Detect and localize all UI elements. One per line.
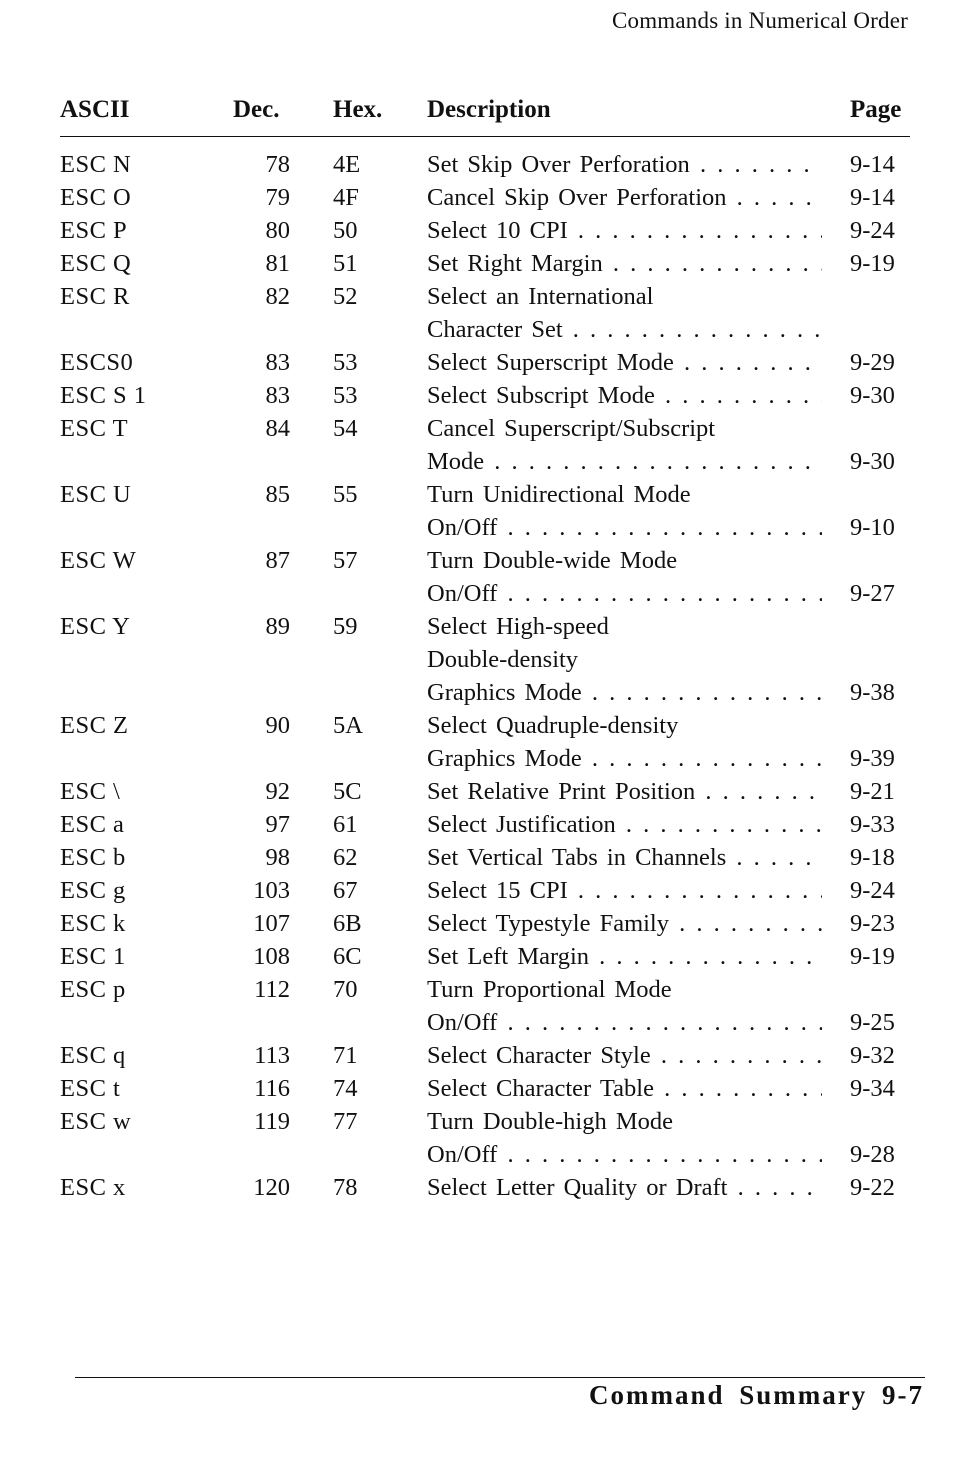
ascii-code: ESC R <box>60 283 130 310</box>
description-line: Select 15 CPI . . . <box>427 874 822 907</box>
description <box>427 478 822 544</box>
description <box>427 907 822 940</box>
table-row <box>0 148 954 181</box>
description <box>427 973 822 1039</box>
description-line: Set Skip Over Perforation . . . <box>427 148 822 181</box>
description <box>427 709 822 775</box>
ascii-code: ESC Y <box>60 613 131 640</box>
description-line: On/Off . . . <box>427 1138 822 1171</box>
description-line: Double-density <box>427 646 579 673</box>
description <box>427 775 822 808</box>
table-row <box>0 775 954 808</box>
ascii-code: ESC N <box>60 151 132 178</box>
hex-value: 51 <box>333 250 358 277</box>
page-number: 9-25 <box>850 1009 895 1036</box>
hex-value: 55 <box>333 481 358 508</box>
table-row <box>0 874 954 907</box>
table-row <box>0 808 954 841</box>
description-line: Set Right Margin . . . <box>427 247 822 280</box>
table-row <box>0 973 954 1039</box>
ascii-code: ESC S 1 <box>60 382 147 409</box>
hex-value: 61 <box>333 811 358 838</box>
header-page: Page <box>850 96 902 123</box>
footer-rule <box>75 1377 925 1378</box>
page-number: 9-27 <box>850 580 895 607</box>
ascii-code: ESC P <box>60 217 128 244</box>
decimal-value: 120 <box>253 1174 290 1201</box>
description <box>427 808 822 841</box>
decimal-value: 108 <box>253 943 290 970</box>
page-number: 9-23 <box>850 910 895 937</box>
table-row <box>0 1105 954 1171</box>
ascii-code: ESC x <box>60 1174 126 1201</box>
hex-value: 71 <box>333 1042 358 1069</box>
hex-value: 53 <box>333 349 358 376</box>
hex-value: 5C <box>333 778 362 805</box>
table-row <box>0 1072 954 1105</box>
hex-value: 50 <box>333 217 358 244</box>
decimal-value: 83 <box>265 382 290 409</box>
ascii-code: ESC t <box>60 1075 121 1102</box>
hex-value: 77 <box>333 1108 358 1135</box>
decimal-value: 87 <box>265 547 290 574</box>
description <box>427 181 822 214</box>
table-row <box>0 214 954 247</box>
decimal-value: 84 <box>265 415 290 442</box>
description-line: Set Vertical Tabs in Channels . . . <box>427 841 822 874</box>
ascii-code: ESC Z <box>60 712 129 739</box>
ascii-code: ESC b <box>60 844 126 871</box>
table-row <box>0 544 954 610</box>
decimal-value: 113 <box>254 1042 290 1069</box>
page-number: 9-33 <box>850 811 895 838</box>
description-line: Select 10 CPI . . . <box>427 214 822 247</box>
page-number: 9-30 <box>850 382 895 409</box>
description <box>427 874 822 907</box>
description-line: Set Left Margin . . . <box>427 940 822 973</box>
decimal-value: 116 <box>254 1075 290 1102</box>
decimal-value: 97 <box>265 811 290 838</box>
description <box>427 280 822 346</box>
description-line: Graphics Mode . . . <box>427 742 822 775</box>
page-number: 9-29 <box>850 349 895 376</box>
description-line: Select High-speed <box>427 613 609 640</box>
hex-value: 6C <box>333 943 362 970</box>
hex-value: 53 <box>333 382 358 409</box>
description <box>427 1039 822 1072</box>
description <box>427 610 822 709</box>
description <box>427 1072 822 1105</box>
description-line: Select Justification . . . <box>427 808 822 841</box>
ascii-code: ESC \ <box>60 778 121 805</box>
decimal-value: 79 <box>265 184 290 211</box>
page-number: 9-24 <box>850 877 895 904</box>
table-row <box>0 247 954 280</box>
hex-value: 62 <box>333 844 358 871</box>
decimal-value: 112 <box>254 976 290 1003</box>
description <box>427 148 822 181</box>
description-line: Select Typestyle Family . . . <box>427 907 822 940</box>
page-number: 9-14 <box>850 151 895 178</box>
table-row <box>0 907 954 940</box>
page-number: 9-32 <box>850 1042 895 1069</box>
decimal-value: 80 <box>265 217 290 244</box>
decimal-value: 89 <box>265 613 290 640</box>
ascii-code: ESC a <box>60 811 125 838</box>
ascii-code: ESC p <box>60 976 126 1003</box>
description <box>427 841 822 874</box>
table-row <box>0 709 954 775</box>
header-description: Description <box>427 96 551 123</box>
description-line: Select Superscript Mode . . . <box>427 346 822 379</box>
page-number: 9-39 <box>850 745 895 772</box>
hex-value: 70 <box>333 976 358 1003</box>
description-line: Select Quadruple-density <box>427 712 679 739</box>
ascii-code: ESC O <box>60 184 132 211</box>
page-number: 9-21 <box>850 778 895 805</box>
ascii-code: ESC w <box>60 1108 132 1135</box>
page-number: 9-30 <box>850 448 895 475</box>
header-ascii: ASCII <box>60 96 130 123</box>
hex-value: 6B <box>333 910 362 937</box>
description-line: Cancel Superscript/Subscript <box>427 415 716 442</box>
description-line: Character Set . . . <box>427 313 822 346</box>
description-line: Graphics Mode . . . <box>427 676 822 709</box>
decimal-value: 85 <box>265 481 290 508</box>
hex-value: 78 <box>333 1174 358 1201</box>
description <box>427 346 822 379</box>
hex-value: 67 <box>333 877 358 904</box>
description <box>427 247 822 280</box>
page-number: 9-28 <box>850 1141 895 1168</box>
description-line: Select Subscript Mode . . . <box>427 379 822 412</box>
table-row <box>0 181 954 214</box>
ascii-code: ESC k <box>60 910 126 937</box>
hex-value: 74 <box>333 1075 358 1102</box>
description-line: Select Character Table . . . <box>427 1072 822 1105</box>
table-row <box>0 1171 954 1204</box>
description-line: Select Character Style . . . <box>427 1039 822 1072</box>
hex-value: 52 <box>333 283 358 310</box>
page-number: 9-10 <box>850 514 895 541</box>
description-line: Turn Proportional Mode <box>427 976 672 1003</box>
table-row <box>0 346 954 379</box>
decimal-value: 78 <box>265 151 290 178</box>
command-table <box>0 148 954 1204</box>
ascii-code: ESC q <box>60 1042 126 1069</box>
hex-value: 4E <box>333 151 361 178</box>
page-number: 9-19 <box>850 250 895 277</box>
table-row <box>0 478 954 544</box>
description-line: On/Off . . . <box>427 511 822 544</box>
ascii-code: ESC U <box>60 481 132 508</box>
description-line: Cancel Skip Over Perforation . . . <box>427 181 822 214</box>
hex-value: 59 <box>333 613 358 640</box>
description <box>427 940 822 973</box>
page-number: 9-18 <box>850 844 895 871</box>
description-line: On/Off . . . <box>427 577 822 610</box>
description-line: Turn Double-high Mode <box>427 1108 674 1135</box>
description-line: Mode . . . <box>427 445 822 478</box>
decimal-value: 83 <box>265 349 290 376</box>
decimal-value: 92 <box>265 778 290 805</box>
table-row <box>0 412 954 478</box>
header-rule <box>60 136 910 137</box>
ascii-code: ESC 1 <box>60 943 126 970</box>
decimal-value: 103 <box>253 877 290 904</box>
hex-value: 57 <box>333 547 358 574</box>
description <box>427 214 822 247</box>
running-head: Commands in Numerical Order <box>611 8 908 33</box>
table-row <box>0 379 954 412</box>
page-number: 9-38 <box>850 679 895 706</box>
ascii-code: ESC W <box>60 547 137 574</box>
table-row <box>0 940 954 973</box>
description-line: Turn Unidirectional Mode <box>427 481 691 508</box>
column-headers <box>0 96 954 130</box>
hex-value: 54 <box>333 415 358 442</box>
header-hex: Hex. <box>333 96 383 123</box>
description-line: Select Letter Quality or Draft . . . <box>427 1171 822 1204</box>
page-number: 9-22 <box>850 1174 895 1201</box>
hex-value: 5A <box>333 712 363 739</box>
decimal-value: 119 <box>254 1108 290 1135</box>
description-line: Set Relative Print Position . . . <box>427 775 822 808</box>
page-footer: Command Summary 9-7 <box>588 1380 924 1410</box>
page-number: 9-19 <box>850 943 895 970</box>
decimal-value: 90 <box>265 712 290 739</box>
ascii-code: ESC g <box>60 877 126 904</box>
decimal-value: 82 <box>265 283 290 310</box>
description <box>427 412 822 478</box>
page-number: 9-14 <box>850 184 895 211</box>
page-number: 9-34 <box>850 1075 895 1102</box>
table-row <box>0 1039 954 1072</box>
description <box>427 379 822 412</box>
page-number: 9-24 <box>850 217 895 244</box>
description-line: Turn Double-wide Mode <box>427 547 678 574</box>
description <box>427 1105 822 1171</box>
description-line: Select an International <box>427 283 654 310</box>
ascii-code: ESC Q <box>60 250 132 277</box>
hex-value: 4F <box>333 184 359 211</box>
decimal-value: 107 <box>253 910 290 937</box>
table-row <box>0 841 954 874</box>
decimal-value: 98 <box>265 844 290 871</box>
header-dec: Dec. <box>233 96 280 123</box>
ascii-code: ESC T <box>60 415 129 442</box>
description-line: On/Off . . . <box>427 1006 822 1039</box>
decimal-value: 81 <box>265 250 290 277</box>
ascii-code: ESCS0 <box>60 349 134 376</box>
table-row <box>0 280 954 346</box>
table-row <box>0 610 954 709</box>
description <box>427 1171 822 1204</box>
description <box>427 544 822 610</box>
